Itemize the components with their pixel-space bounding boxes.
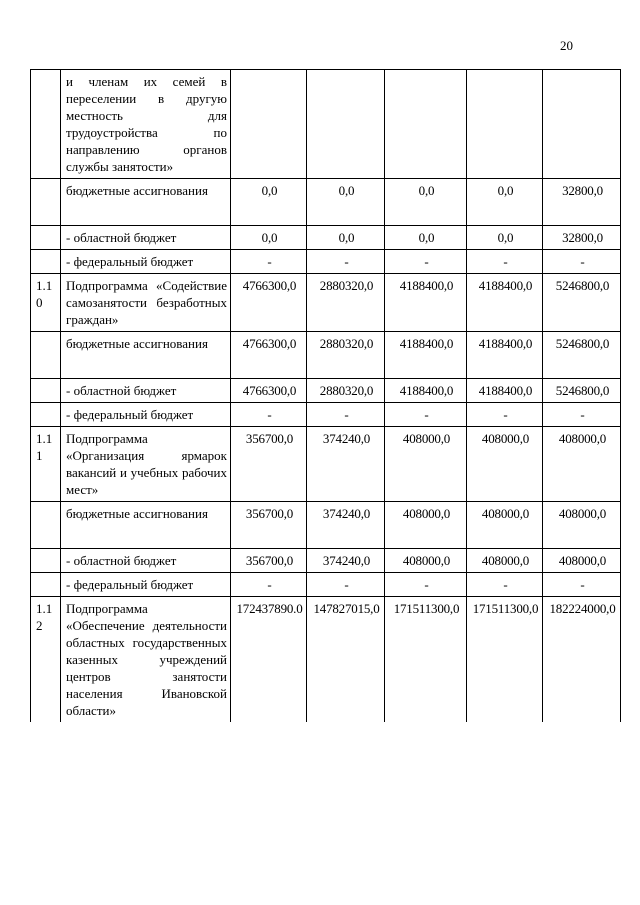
value-cell: - — [467, 250, 543, 274]
row-number — [31, 403, 61, 427]
table-row — [31, 427, 621, 502]
value-cell: 408000,0 — [543, 549, 621, 573]
value-cell: 147827015,0 — [307, 597, 385, 723]
table-row — [31, 250, 621, 274]
value-cell: 4188400,0 — [467, 274, 543, 332]
value-cell — [231, 70, 307, 179]
value-cell: - — [307, 403, 385, 427]
table-row — [31, 502, 621, 549]
value-cell: - — [231, 250, 307, 274]
value-cell: 0,0 — [307, 179, 385, 226]
value-cell: 2880320,0 — [307, 332, 385, 379]
value-cell: 408000,0 — [543, 427, 621, 502]
value-cell: - — [385, 250, 467, 274]
table-row — [31, 70, 621, 179]
table-row — [31, 379, 621, 403]
value-cell: 0,0 — [307, 226, 385, 250]
value-cell: 172437890.0 — [231, 597, 307, 723]
value-cell: 0,0 — [467, 179, 543, 226]
row-name: - федеральный бюджет — [61, 403, 231, 427]
value-cell: 0,0 — [385, 179, 467, 226]
budget-table — [30, 69, 621, 722]
value-cell: 0,0 — [231, 179, 307, 226]
value-cell: 0,0 — [231, 226, 307, 250]
value-cell: 408000,0 — [543, 502, 621, 549]
table-row — [31, 403, 621, 427]
value-cell: 4188400,0 — [385, 379, 467, 403]
row-name: - федеральный бюджет — [61, 250, 231, 274]
value-cell: 4766300,0 — [231, 274, 307, 332]
value-cell: 5246800,0 — [543, 379, 621, 403]
value-cell: 356700,0 — [231, 549, 307, 573]
value-cell: 32800,0 — [543, 179, 621, 226]
row-name: Подпрограмма «Содействие самозанятости безработных граждан» — [61, 274, 231, 332]
value-cell: 4766300,0 — [231, 379, 307, 403]
value-cell: 374240,0 — [307, 549, 385, 573]
row-number — [31, 332, 61, 379]
row-name: - областной бюджет — [61, 226, 231, 250]
value-cell: 5246800,0 — [543, 332, 621, 379]
value-cell — [467, 70, 543, 179]
value-cell: 4188400,0 — [385, 332, 467, 379]
row-number: 1.10 — [31, 274, 61, 332]
value-cell: - — [467, 403, 543, 427]
value-cell: 0,0 — [385, 226, 467, 250]
row-name: бюджетные ассигнования — [61, 502, 231, 549]
row-number — [31, 226, 61, 250]
row-name: - областной бюджет — [61, 549, 231, 573]
value-cell: 408000,0 — [385, 549, 467, 573]
table-row — [31, 332, 621, 379]
value-cell: 5246800,0 — [543, 274, 621, 332]
value-cell: 408000,0 — [467, 427, 543, 502]
row-name: бюджетные ассигнования — [61, 179, 231, 226]
table-row — [31, 226, 621, 250]
value-cell: 4188400,0 — [385, 274, 467, 332]
row-name: и членам их семей в переселении в другую местность для трудоустройства по направлению органов службы занятости» — [61, 70, 231, 179]
table-row — [31, 274, 621, 332]
row-number — [31, 573, 61, 597]
table-row — [31, 573, 621, 597]
row-number — [31, 250, 61, 274]
value-cell: - — [467, 573, 543, 597]
table-row — [31, 179, 621, 226]
value-cell: 408000,0 — [467, 549, 543, 573]
row-name: - областной бюджет — [61, 379, 231, 403]
row-number: 1.12 — [31, 597, 61, 723]
value-cell: 32800,0 — [543, 226, 621, 250]
value-cell: - — [231, 573, 307, 597]
table-row — [31, 597, 621, 723]
row-name: Подпрограмма «Обеспечение деятельности областных государственных казенных учреждений центров занятости населения Ивановской области» — [61, 597, 231, 723]
value-cell — [543, 70, 621, 179]
value-cell: - — [543, 250, 621, 274]
value-cell: - — [385, 573, 467, 597]
page-number: 20 — [560, 38, 573, 53]
table-row — [31, 549, 621, 573]
value-cell: - — [543, 573, 621, 597]
value-cell — [307, 70, 385, 179]
value-cell: 2880320,0 — [307, 379, 385, 403]
value-cell: 4188400,0 — [467, 332, 543, 379]
row-number — [31, 379, 61, 403]
value-cell: 374240,0 — [307, 427, 385, 502]
value-cell: 0,0 — [467, 226, 543, 250]
value-cell: 408000,0 — [467, 502, 543, 549]
value-cell: 4766300,0 — [231, 332, 307, 379]
value-cell: - — [307, 573, 385, 597]
value-cell: 171511300,0 — [385, 597, 467, 723]
value-cell — [385, 70, 467, 179]
row-number — [31, 179, 61, 226]
value-cell: - — [307, 250, 385, 274]
value-cell: 182224000,0 — [543, 597, 621, 723]
value-cell: 2880320,0 — [307, 274, 385, 332]
value-cell: - — [543, 403, 621, 427]
value-cell: 356700,0 — [231, 502, 307, 549]
value-cell: 408000,0 — [385, 502, 467, 549]
value-cell: 171511300,0 — [467, 597, 543, 723]
value-cell: - — [231, 403, 307, 427]
value-cell: 356700,0 — [231, 427, 307, 502]
value-cell: 408000,0 — [385, 427, 467, 502]
row-name: - федеральный бюджет — [61, 573, 231, 597]
row-number — [31, 549, 61, 573]
row-number — [31, 70, 61, 179]
value-cell: 374240,0 — [307, 502, 385, 549]
row-number: 1.11 — [31, 427, 61, 502]
value-cell: - — [385, 403, 467, 427]
value-cell: 4188400,0 — [467, 379, 543, 403]
row-name: бюджетные ассигнования — [61, 332, 231, 379]
row-name: Подпрограмма «Организация ярмарок вакансий и учебных рабочих мест» — [61, 427, 231, 502]
row-number — [31, 502, 61, 549]
